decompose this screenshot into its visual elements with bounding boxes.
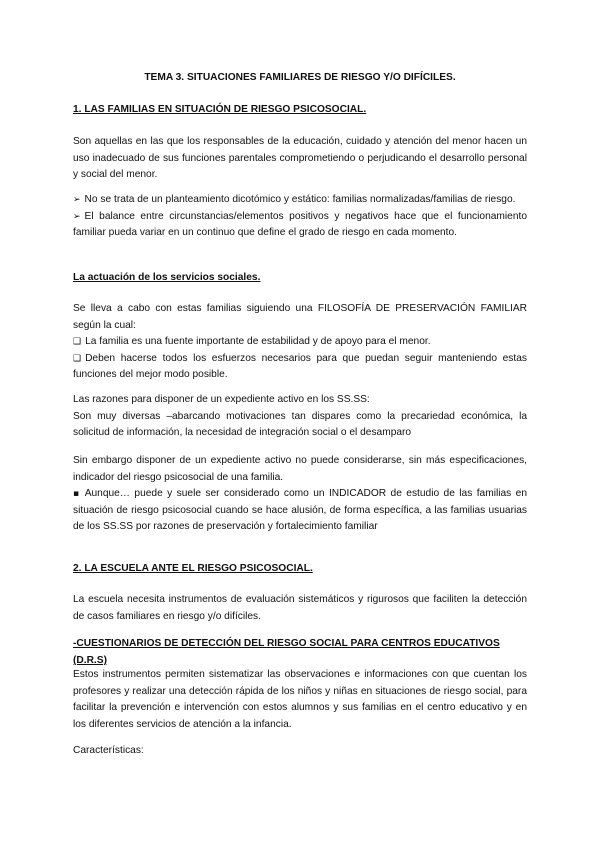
section-2-paragraph-1: La escuela necesita instrumentos de evaluación sistemáticos y rigurosos que faciliten la detección de casos familiares en riesgo y/o difíciles. [73,594,527,622]
arrow-item-1-text: No se trata de un planteamiento dicotómico y estático: familias normalizadas/familias de riesgo. [84,194,516,205]
document-title: TEMA 3. SITUACIONES FAMILIARES DE RIESGO Y/O DIFÍCILES. [144,72,456,83]
reasons-text: Son muy diversas –abarcando motivaciones tan dispares como la precariedad económica, la solicitud de información, la necesidad de integración social o el desamparo [73,410,527,439]
reasons-intro: Las razones para disponer de un expediente activo en los SS.SS: [73,394,370,405]
check-item-2 [73,351,527,384]
section-1-paragraph-3 [73,392,527,442]
checkbox-bullet-icon: ❑ [73,337,82,348]
arrow-list [73,192,527,242]
section-1-heading: 1. LAS FAMILIAS EN SITUACIÓN DE RIESGO PSICOSOCIAL. [73,104,367,115]
check-item-1-text: La familia es una fuente importante de estabilidad y de apoyo para el menor. [85,336,431,348]
arrow-bullet-icon: ➢ [73,195,81,205]
section-1-paragraph-4 [73,453,527,536]
checkbox-bullet-icon: ❑ [73,353,82,364]
section-2-paragraph-2: Estos instrumentos permiten sistematizar las observaciones e informaciones con que cuentan los profesores y realizar una detección rápida de los niños y niñas en situaciones de riesgo social, para facilitar la prevención e intervención con estos alumnos y sus familias en el centro educativo y en los diferentes servicios de atención a la infancia. [73,669,527,730]
subsection-heading-cuestionarios: -CUESTIONARIOS DE DETECCIÓN DEL RIESGO SOCIAL PARA CENTROS EDUCATIVOS (D.R.S) [73,638,500,666]
section-1-paragraph-1: Son aquellas en las que los responsables de la educación, cuidado y atención del menor hacen un uso inadecuado de sus funciones parentales comprometiendo o perjudicando el desarrollo personal y social del menor. [73,136,527,181]
dot-item [73,486,527,536]
section-2-heading: 2. LA ESCUELA ANTE EL RIESGO PSICOSOCIAL. [73,563,313,574]
arrow-item-2 [73,209,527,242]
arrow-item-2-text: El balance entre circunstancias/elementos positivos y negativos hace que el funcionamiento familiar pueda variar en un continuo que define el grado de riesgo en cada momento. [73,210,527,239]
check-item-1 [73,334,527,351]
subsection-heading-servicios: La actuación de los servicios sociales. [73,272,261,283]
dot-item-text: Aunque… puede y suele ser considerado como un INDICADOR de estudio de las familias en situación de riesgo psicosocial cuando se hace alusión, de forma específica, a las familias usuarias de los SS.SS por razones de preservación y fortalecimiento familiar [73,488,527,533]
however-text: Sin embargo disponer de un expediente activo no puede considerarse, sin más especificaciones, indicador del riesgo psicosocial de una familia. [73,455,527,483]
preservation-intro: Se lleva a cabo con estas familias siguiendo una FILOSOFÍA DE PRESERVACIÓN FAMILIAR según la cual: [73,303,527,331]
arrow-bullet-icon: ➢ [73,211,81,222]
arrow-item-1 [73,192,527,209]
square-bullet-icon: ▪ [73,489,81,500]
section-1-paragraph-2 [73,301,527,384]
characteristics-label: Características: [73,745,144,756]
check-item-2-text: Deben hacerse todos los esfuerzos necesarios para que puedan seguir manteniendo estas funciones del mejor modo posible. [73,352,527,381]
